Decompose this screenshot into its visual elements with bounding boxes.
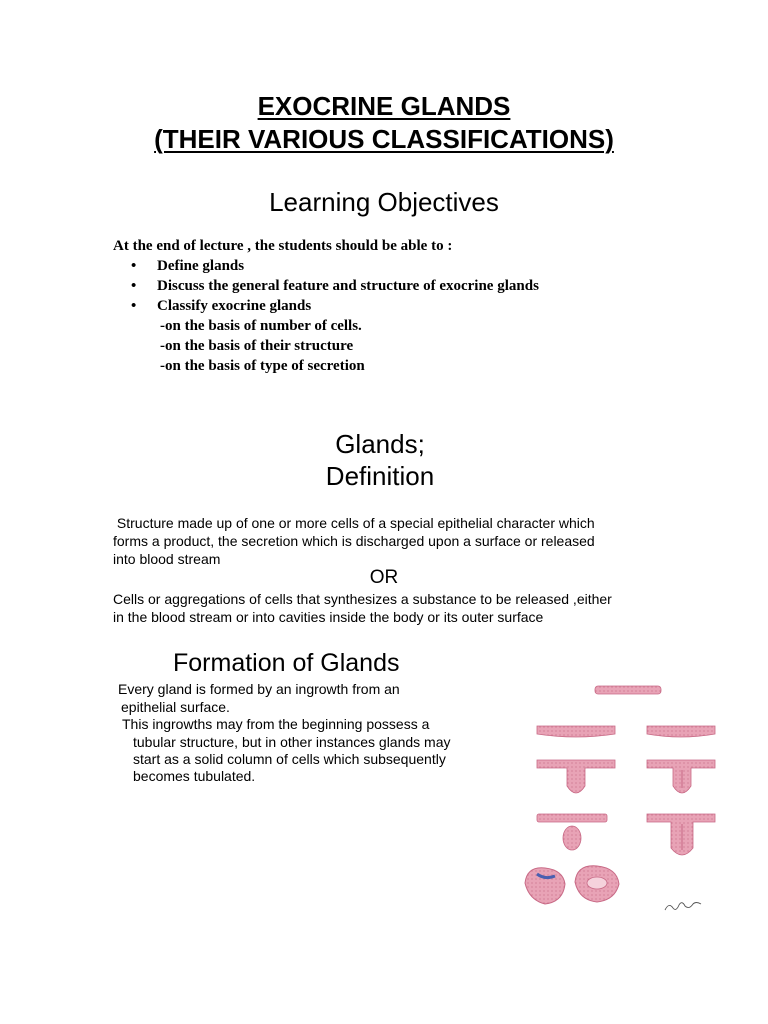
objective-sub-item: -on the basis of their structure <box>160 338 354 354</box>
objective-bullet-item: • Classify exocrine glands <box>131 298 312 314</box>
epithelium-thickening-right-shape <box>647 726 715 737</box>
bullet-icon: • <box>131 278 137 294</box>
objective-sub-item: -on the basis of number of cells. <box>160 318 362 334</box>
formation-text-line: This ingrowths may from the beginning possess a <box>122 716 430 732</box>
objective-sub-item: -on the basis of type of secretion <box>160 358 365 374</box>
definition-para1-line: forms a product, the secretion which is discharged upon a surface or released <box>113 533 595 549</box>
epithelium-flat-shape <box>595 686 661 694</box>
formation-text-line: becomes tubulated. <box>133 768 256 784</box>
epithelium-surface-left-shape <box>537 814 607 822</box>
elongated-gland-shape <box>647 814 715 855</box>
formation-text-line: Every gland is formed by an ingrowth from an <box>118 681 400 697</box>
formation-heading: Formation of Glands <box>173 649 400 677</box>
objective-bullet-item: • Discuss the general feature and structure of exocrine glands <box>131 278 539 294</box>
gland-formation-diagram <box>515 678 735 918</box>
bullet-icon: • <box>131 298 137 314</box>
document-title-line1: EXOCRINE GLANDS <box>257 91 511 121</box>
illustrator-signature-mark <box>665 903 701 911</box>
epithelium-thickening-left-shape <box>537 726 615 737</box>
formation-text-line: tubular structure, but in other instances glands may <box>133 734 451 750</box>
definition-heading-line2: Definition <box>325 461 435 491</box>
definition-heading-line1: Glands; <box>335 429 425 459</box>
definition-para2-line: in the blood stream or into cavities inside the body or its outer surface <box>113 609 544 625</box>
formation-text-line: start as a solid column of cells which subsequently <box>133 751 446 767</box>
objectives-intro: At the end of lecture , the students should be able to : <box>113 238 453 254</box>
formation-text-line: epithelial surface. <box>121 699 230 715</box>
detached-cell-mass-shape <box>563 826 581 850</box>
document-title-line2: (THEIR VARIOUS CLASSIFICATIONS) <box>154 124 614 154</box>
or-separator: OR <box>369 567 399 588</box>
objective-bullet-item: • Define glands <box>131 258 245 274</box>
learning-objectives-heading: Learning Objectives <box>269 187 499 217</box>
definition-para1-line: Structure made up of one or more cells of a special epithelial character which <box>113 515 595 531</box>
tubular-bud-right-shape <box>647 760 715 793</box>
solid-bud-left-shape <box>537 760 615 793</box>
definition-para1-line: into blood stream <box>113 551 221 567</box>
follicle-lumen-shape <box>587 877 607 889</box>
follicle-left-shape <box>525 868 565 904</box>
definition-para2-line: Cells or aggregations of cells that synthesizes a substance to be released ,either <box>113 591 612 607</box>
bullet-icon: • <box>131 258 137 274</box>
